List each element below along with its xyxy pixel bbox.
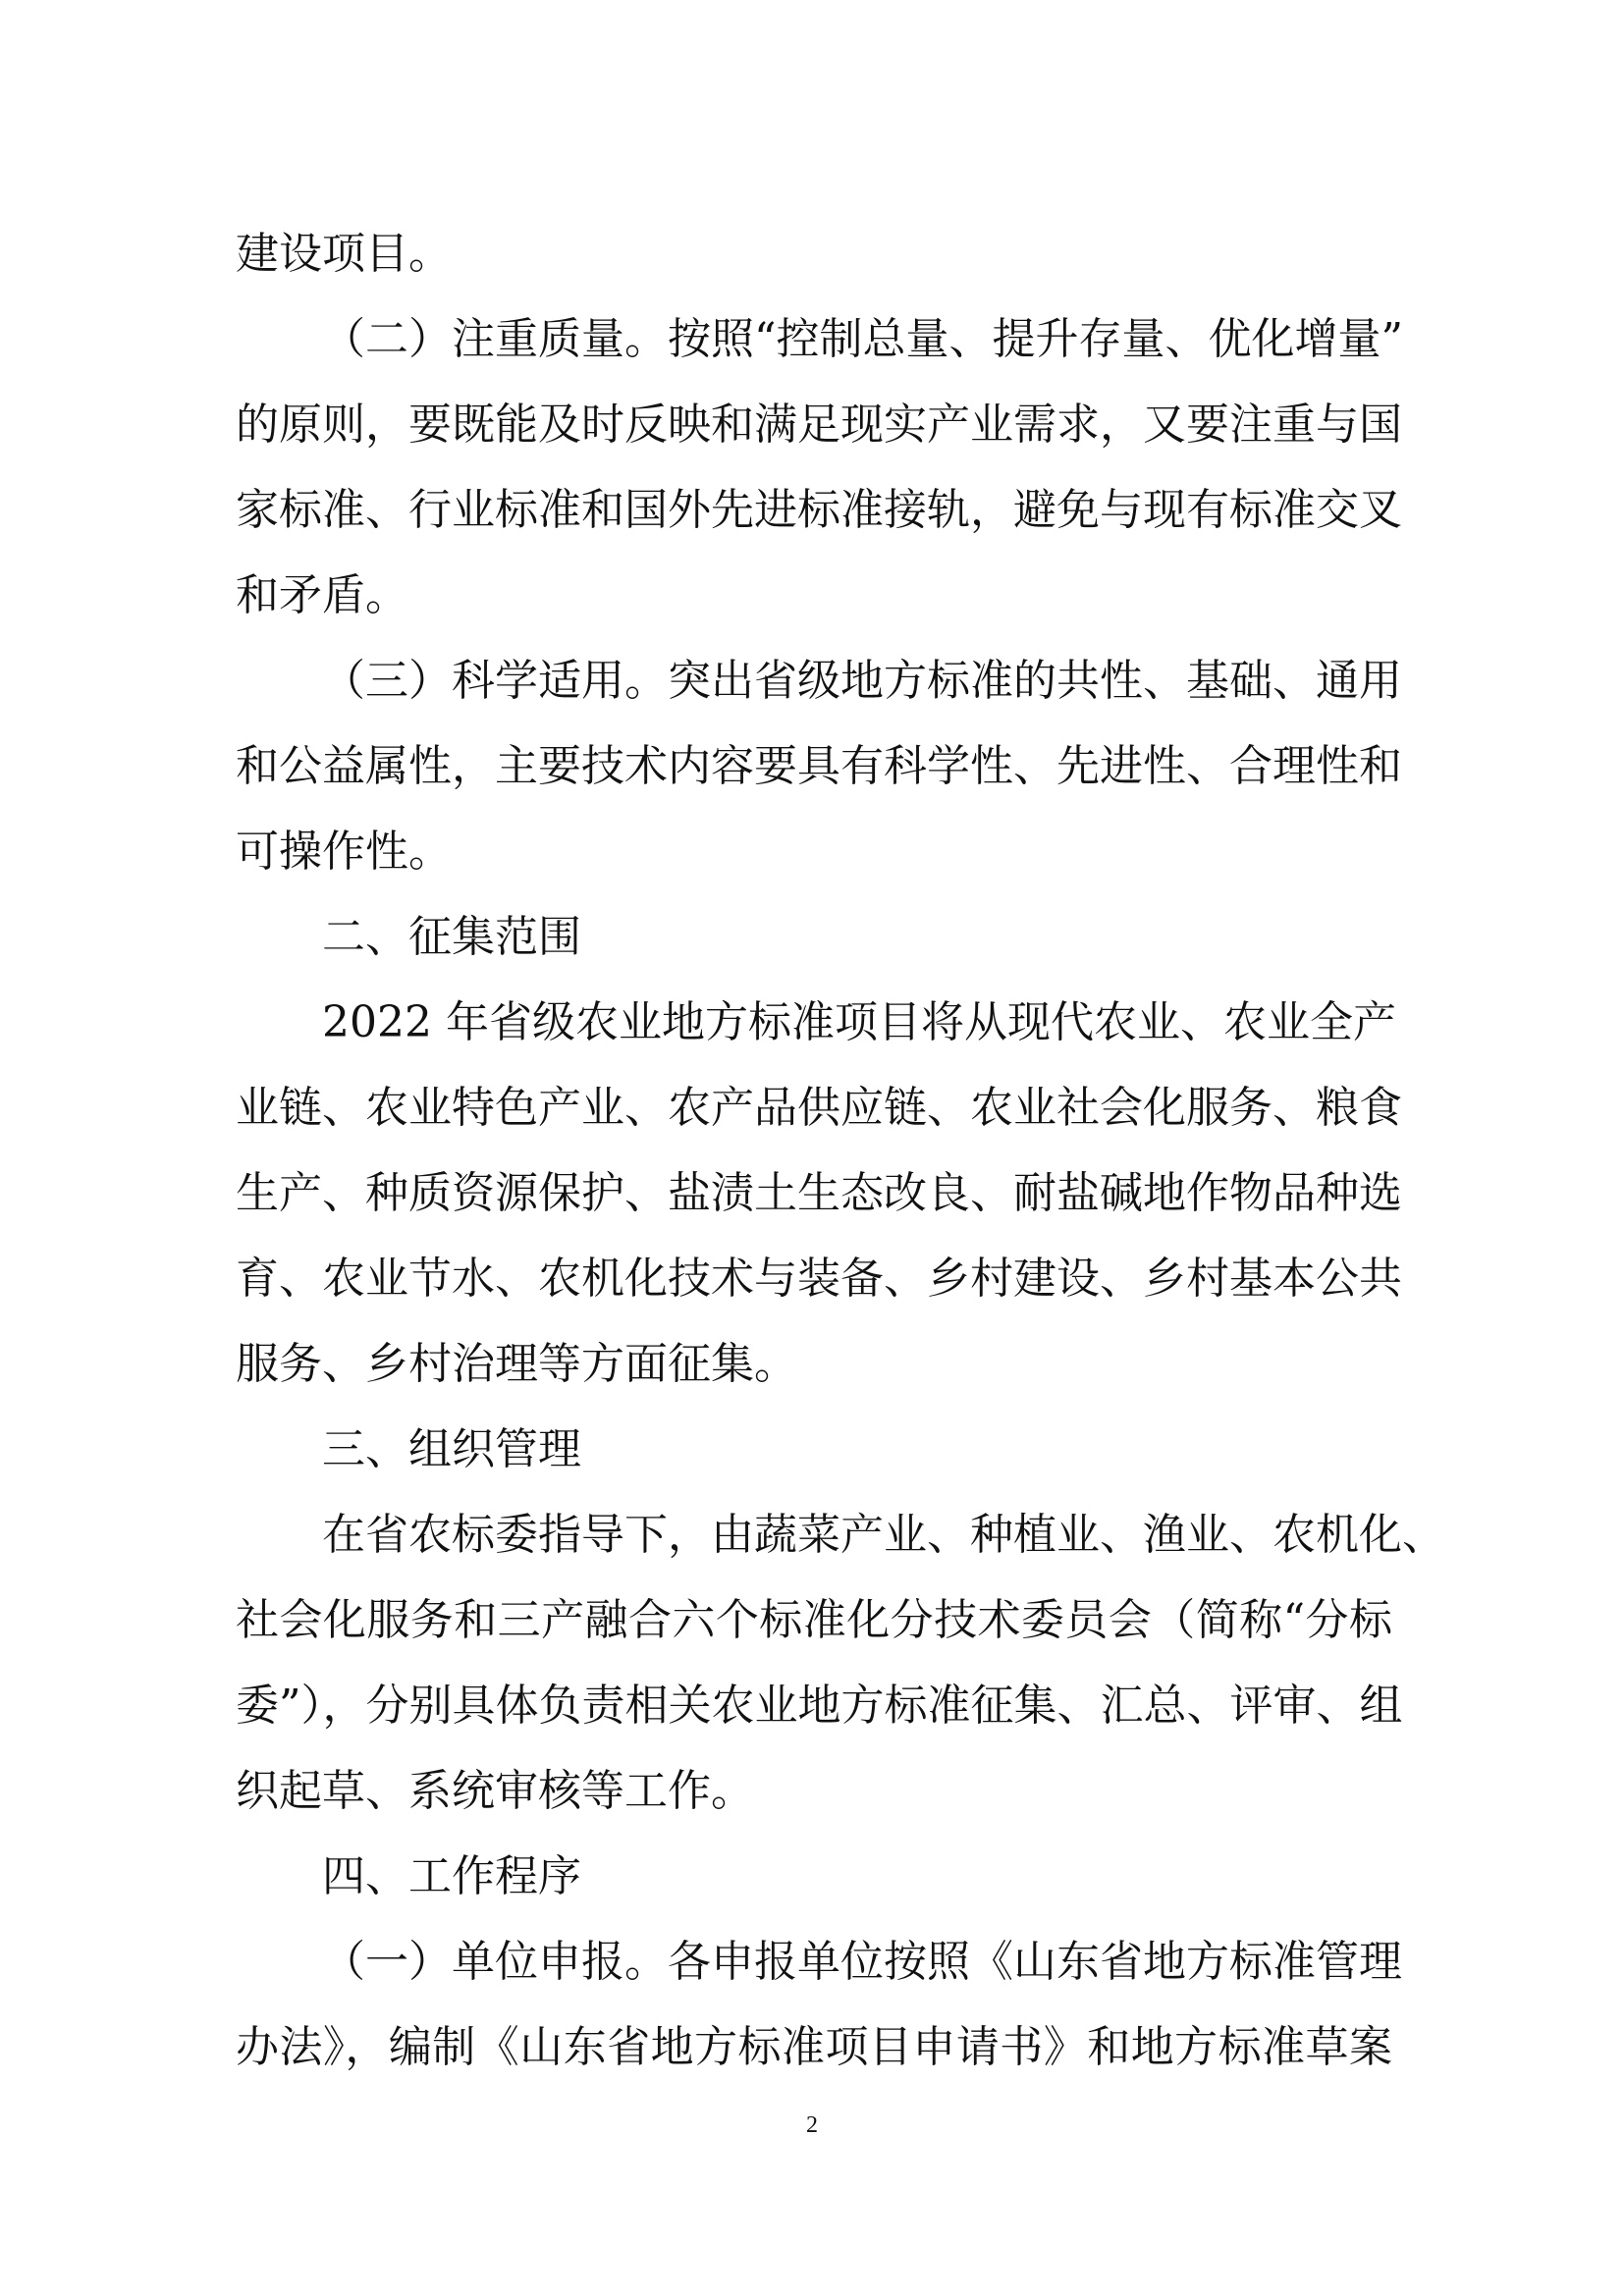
- section-heading: 二、征集范围: [322, 912, 581, 962]
- body-text-line: 可操作性。: [236, 827, 452, 877]
- body-text-line: 和矛盾。: [236, 570, 408, 620]
- body-text-line: 办法》，编制《山东省地方标准项目申请书》和地方标准草案: [236, 2022, 1392, 2072]
- paragraph-first-line: 2022 年省级农业地方标准项目将从现代农业、农业全产: [322, 997, 1396, 1047]
- paragraph-first-line: 在省农标委指导下，由蔬菜产业、种植业、渔业、农机化、: [322, 1510, 1445, 1560]
- section-heading: 三、组织管理: [322, 1424, 581, 1474]
- body-text-line: 和公益属性，主要技术内容要具有科学性、先进性、合理性和: [236, 741, 1402, 791]
- body-text-line: 服务、乡村治理等方面征集。: [236, 1339, 797, 1389]
- body-text-line: 织起草、系统审核等工作。: [236, 1766, 754, 1816]
- paragraph-first-line: （二）注重质量。按照“控制总量、提升存量、优化增量”: [322, 314, 1403, 364]
- body-text-line: 生产、种质资源保护、盐渍土生态改良、耐盐碱地作物品种选: [236, 1168, 1402, 1218]
- page-number: 2: [806, 2112, 818, 2138]
- body-text-line: 委”），分别具体负责相关农业地方标准征集、汇总、评审、组: [236, 1681, 1403, 1731]
- section-heading: 四、工作程序: [322, 1851, 581, 1901]
- body-text-line: 育、农业节水、农机化技术与装备、乡村建设、乡村基本公共: [236, 1254, 1402, 1304]
- paragraph-first-line: （三）科学适用。突出省级地方标准的共性、基础、通用: [322, 656, 1402, 706]
- body-text-line: 业链、农业特色产业、农产品供应链、农业社会化服务、粮食: [236, 1083, 1402, 1133]
- body-text-line: 社会化服务和三产融合六个标准化分技术委员会（简称“分标: [236, 1595, 1392, 1645]
- body-text-line: 家标准、行业标准和国外先进标准接轨，避免与现有标准交叉: [236, 485, 1402, 535]
- body-text-line: 的原则，要既能及时反映和满足现实产业需求，又要注重与国: [236, 400, 1402, 450]
- paragraph-first-line: （一）单位申报。各申报单位按照《山东省地方标准管理: [322, 1937, 1402, 1987]
- body-text-line: 建设项目。: [236, 229, 452, 279]
